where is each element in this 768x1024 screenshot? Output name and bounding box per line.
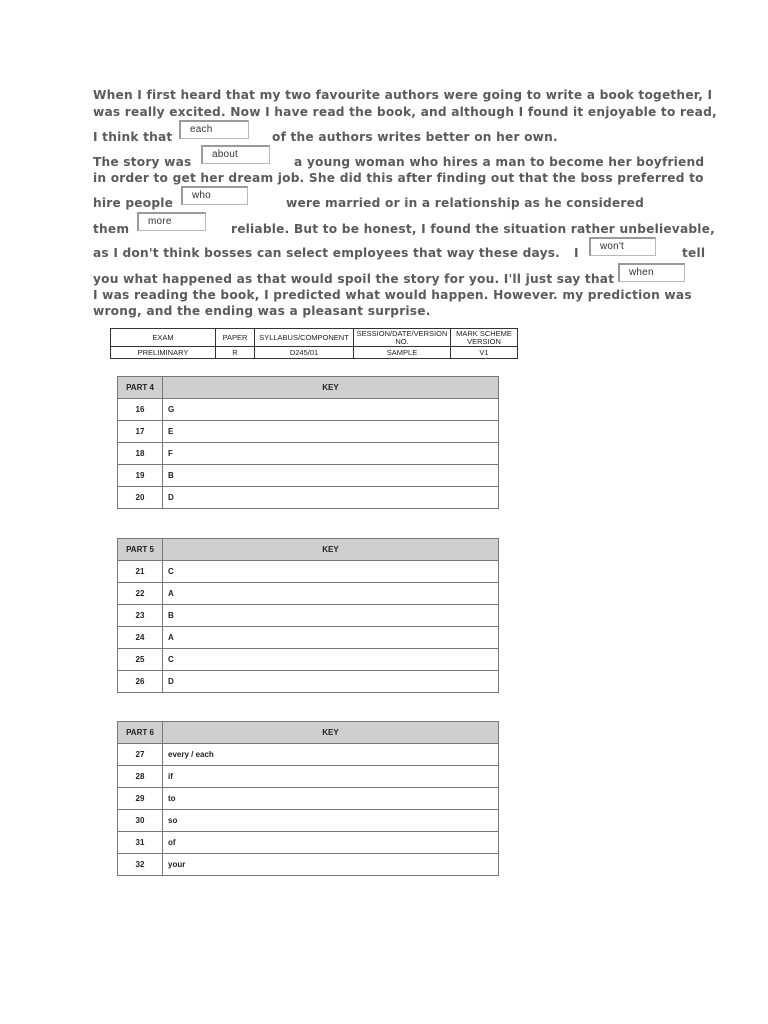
- passage-line: in order to get her dream job. She did this after finding out that the boss preferred to: [93, 171, 704, 185]
- info-header: MARK SCHEME VERSION: [451, 329, 518, 347]
- passage-line: I was reading the book, I predicted what would happen. However. my prediction was: [93, 288, 692, 302]
- passage-line: wrong, and the ending was a pleasant surprise.: [93, 304, 431, 318]
- info-cell: R: [216, 347, 255, 359]
- answer-key: F: [163, 443, 499, 465]
- passage-line: The story was: [93, 155, 192, 169]
- answer-key: B: [163, 465, 499, 487]
- table-row: [118, 443, 499, 465]
- table-row: [118, 583, 499, 605]
- answer-key: D: [163, 671, 499, 693]
- passage-line: tell: [682, 246, 706, 260]
- question-number: 29: [118, 788, 163, 810]
- question-number: 23: [118, 605, 163, 627]
- info-header: PAPER: [216, 329, 255, 347]
- answer-key-table: [117, 376, 499, 509]
- key-label: KEY: [163, 377, 499, 399]
- table-row: [118, 421, 499, 443]
- table-row: [118, 766, 499, 788]
- answer-field[interactable]: when: [618, 263, 685, 282]
- answer-key: B: [163, 605, 499, 627]
- info-header: EXAM: [111, 329, 216, 347]
- question-number: 19: [118, 465, 163, 487]
- table-row: [118, 671, 499, 693]
- mark-scheme-info-table: [110, 328, 518, 359]
- info-header: SESSION/DATE/VERSION NO.: [354, 329, 451, 347]
- answer-key: E: [163, 421, 499, 443]
- key-table-header: [118, 722, 499, 744]
- answer-field[interactable]: each: [179, 120, 249, 139]
- passage-line: reliable. But to be honest, I found the situation rather unbelievable,: [231, 222, 715, 236]
- answer-field[interactable]: who: [181, 186, 248, 205]
- table-row: [118, 487, 499, 509]
- answer-field[interactable]: about: [201, 145, 270, 164]
- question-number: 26: [118, 671, 163, 693]
- answer-key: C: [163, 649, 499, 671]
- question-number: 30: [118, 810, 163, 832]
- answer-key: A: [163, 627, 499, 649]
- table-row: [118, 832, 499, 854]
- question-number: 24: [118, 627, 163, 649]
- info-cell: D245/01: [255, 347, 354, 359]
- passage-line: of the authors writes better on her own.: [272, 130, 558, 144]
- question-number: 21: [118, 561, 163, 583]
- info-cell: PRELIMINARY: [111, 347, 216, 359]
- question-number: 31: [118, 832, 163, 854]
- question-number: 32: [118, 854, 163, 876]
- passage-line: was really excited. Now I have read the book, and although I found it enjoyable to read,: [93, 105, 717, 119]
- table-row: [118, 810, 499, 832]
- question-number: 18: [118, 443, 163, 465]
- passage-line: hire people: [93, 196, 174, 210]
- passage-line: as I don't think bosses can select employees that way these days.: [93, 246, 561, 260]
- key-label: KEY: [163, 722, 499, 744]
- question-number: 17: [118, 421, 163, 443]
- answer-key: of: [163, 832, 499, 854]
- key-table-header: [118, 377, 499, 399]
- table-row: [118, 465, 499, 487]
- part-label: PART 6: [118, 722, 163, 744]
- answer-key: every / each: [163, 744, 499, 766]
- passage-line: When I first heard that my two favourite authors were going to write a book together, I: [93, 88, 713, 102]
- answer-key: C: [163, 561, 499, 583]
- question-number: 25: [118, 649, 163, 671]
- passage-line: were married or in a relationship as he considered: [286, 196, 644, 210]
- answer-key: G: [163, 399, 499, 421]
- table-row: [118, 605, 499, 627]
- answer-key-table: [117, 721, 499, 876]
- info-cell: V1: [451, 347, 518, 359]
- question-number: 22: [118, 583, 163, 605]
- passage-line: I think that: [93, 130, 173, 144]
- question-number: 16: [118, 399, 163, 421]
- table-row: [118, 649, 499, 671]
- answer-key: your: [163, 854, 499, 876]
- passage-line: them: [93, 222, 130, 236]
- part-label: PART 4: [118, 377, 163, 399]
- table-row: [118, 744, 499, 766]
- passage-line: you what happened as that would spoil the story for you. I'll just say that: [93, 272, 615, 286]
- table-row: [118, 854, 499, 876]
- question-number: 28: [118, 766, 163, 788]
- answer-field[interactable]: more: [137, 212, 206, 231]
- answer-field[interactable]: won't: [589, 237, 656, 256]
- table-row: [118, 627, 499, 649]
- part-label: PART 5: [118, 539, 163, 561]
- passage-line: a young woman who hires a man to become her boyfriend: [294, 155, 705, 169]
- answer-key: if: [163, 766, 499, 788]
- answer-key: A: [163, 583, 499, 605]
- question-number: 20: [118, 487, 163, 509]
- key-label: KEY: [163, 539, 499, 561]
- answer-key: so: [163, 810, 499, 832]
- info-cell: SAMPLE: [354, 347, 451, 359]
- table-row: [118, 561, 499, 583]
- answer-key: D: [163, 487, 499, 509]
- table-row: [118, 399, 499, 421]
- passage-line: I: [574, 246, 579, 260]
- table-row: [118, 788, 499, 810]
- info-header: SYLLABUS/COMPONENT: [255, 329, 354, 347]
- answer-key-table: [117, 538, 499, 693]
- key-table-header: [118, 539, 499, 561]
- answer-key: to: [163, 788, 499, 810]
- question-number: 27: [118, 744, 163, 766]
